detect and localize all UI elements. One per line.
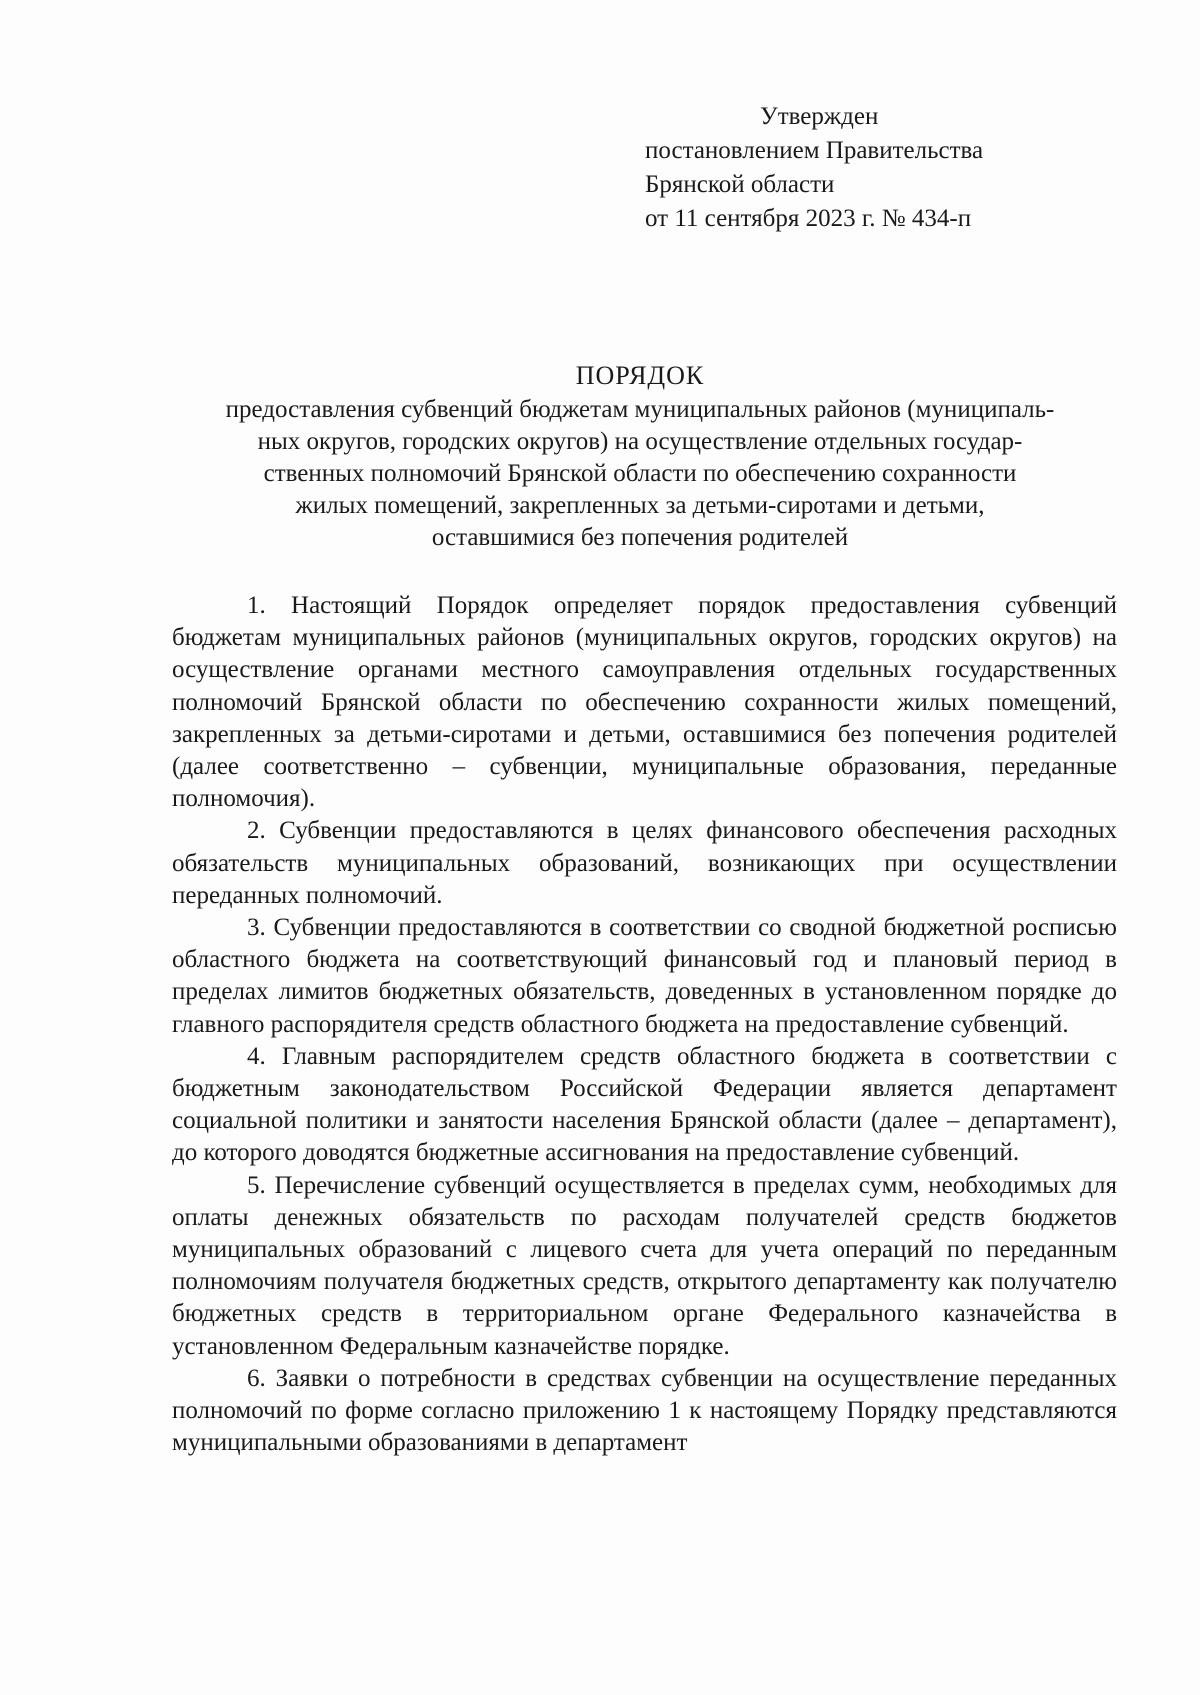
approval-stamp	[645, 100, 1105, 236]
approval-date-number: от 11 сентября 2023 г. № 434-п	[645, 205, 972, 232]
approval-line: Брянской области	[645, 171, 835, 198]
paragraph: 1. Настоящий Порядок определяет порядок предоставления субвенций бюджетам муниципальных районов (муниципальных округов, городских округов) на осуществление органами местного самоуправления отдельных государственных полномочий Брянской области по обеспечению сохранности жилых помещений, закрепленных за детьми-сиротами и детьми, оставшимися без попечения родителей (далее соответственно – субвенции, муниципальные образования, переданные полномочия).	[172, 592, 1117, 813]
approval-line: Утвержден	[760, 103, 879, 130]
title-line: ственных полномочий Брянской области по обеспечению сохранности	[263, 460, 1017, 487]
document-title	[165, 360, 1115, 554]
title-line: ных округов, городских округов) на осуществление отдельных государ-	[257, 428, 1023, 455]
paragraph: 5. Перечисление субвенций осуществляется в пределах сумм, необходимых для оплаты денежных обязательств по расходам получателей средств бюджетов муниципальных образований с лицевого счета для учета операций по переданным полномочиям получателя бюджетных средств, открытого департаменту как получателю бюджетных средств в территориальном органе Федерального казначейства в установленном Федеральным казначействе порядке.	[172, 1171, 1117, 1360]
paragraph: 4. Главным распорядителем средств областного бюджета в соответствии с бюджетным законодательством Российской Федерации является департамент социальной политики и занятости населения Брянской области (далее – департамент), до которого доводятся бюджетные ассигнования на предоставление субвенций.	[172, 1042, 1117, 1167]
title-line: оставшимися без попечения родителей	[431, 524, 849, 551]
paragraph: 6. Заявки о потребности в средствах субвенции на осуществление переданных полномочий по форме согласно приложению 1 к настоящему Порядку представляются муниципальными образованиями в департамент	[172, 1364, 1117, 1457]
document-body	[172, 590, 1117, 1459]
approval-line: постановлением Правительства	[645, 137, 984, 164]
title-line: жилых помещений, закрепленных за детьми-сиротами и детьми,	[295, 492, 985, 519]
title-heading: ПОРЯДОК	[575, 361, 705, 390]
title-line: предоставления субвенций бюджетам муниципальных районов (муниципаль-	[225, 396, 1055, 423]
paragraph: 2. Субвенции предоставляются в целях финансового обеспечения расходных обязательств муниципальных образований, возникающих при осуществлении переданных полномочий.	[172, 817, 1117, 909]
paragraph: 3. Субвенции предоставляются в соответствии со сводной бюджетной росписью областного бюджета на соответствующий финансовый год и плановый период в пределах лимитов бюджетных обязательств, доведенных в установленном порядке до главного распорядителя средств областного бюджета на предоставление субвенций.	[172, 914, 1117, 1038]
